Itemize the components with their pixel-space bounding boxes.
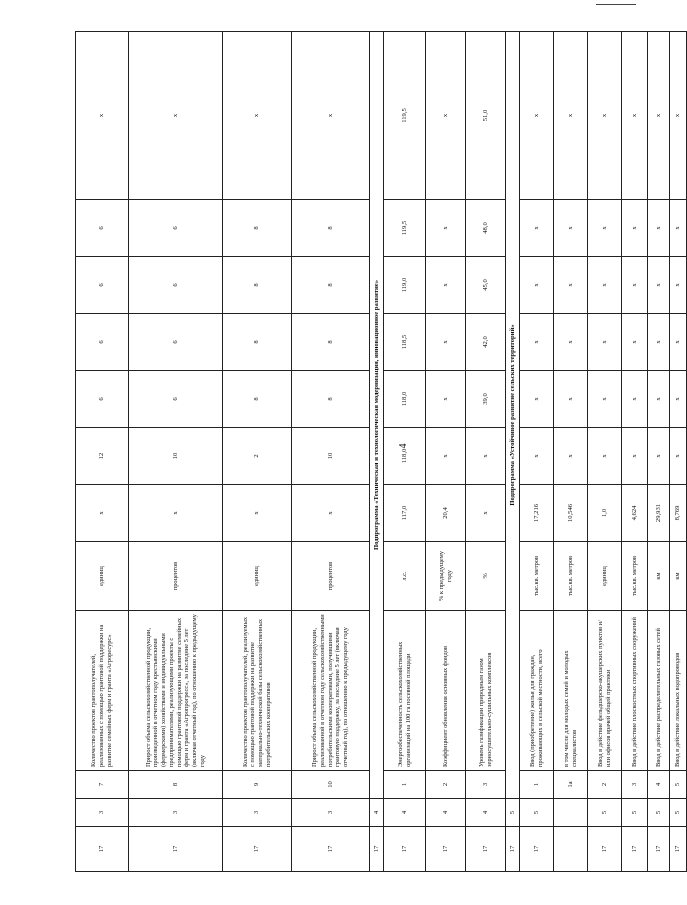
- subprogram-title: Подпрограмма «Техническая и технологическая модернизация, инновационное развитие»: [370, 32, 384, 799]
- unit-cell: тыс.кв. метров: [622, 542, 648, 611]
- code-col2: 5: [648, 799, 670, 827]
- value-cell: х: [223, 485, 292, 542]
- value-cell: х: [520, 257, 554, 314]
- value-cell: 10,546: [554, 485, 588, 542]
- value-cell: х: [520, 32, 554, 200]
- value-cell: 4,624: [622, 485, 648, 542]
- value-cell: х: [426, 200, 466, 257]
- indicator-name: в том числе для молодых семей и молодых специалистов: [554, 611, 588, 771]
- value-cell: х: [622, 428, 648, 485]
- code-col3: 3: [622, 771, 648, 799]
- value-cell: 8: [292, 200, 370, 257]
- value-cell: 42,0: [466, 314, 506, 371]
- code-col2: 5: [520, 799, 554, 827]
- table-row: [554, 32, 588, 872]
- value-cell: х: [588, 314, 622, 371]
- value-cell: х: [670, 428, 687, 485]
- unit-cell: % к предыдущему году: [426, 542, 466, 611]
- value-cell: 118,0: [384, 371, 426, 428]
- value-cell: 119,0: [384, 257, 426, 314]
- code-col1: 17: [506, 827, 520, 872]
- value-cell: 8,769: [670, 485, 687, 542]
- value-cell: 119,5: [384, 200, 426, 257]
- indicator-name: Ввод (приобретение) жилья для граждан, проживающих в сельской местности, всего: [520, 611, 554, 771]
- code-col2: 4: [384, 799, 426, 827]
- code-col1: 17: [384, 827, 426, 872]
- value-cell: х: [76, 485, 129, 542]
- unit-cell: процентов: [129, 542, 223, 611]
- code-col1: 17: [370, 827, 384, 872]
- value-cell: х: [223, 32, 292, 200]
- code-col2: 3: [76, 799, 129, 827]
- indicator-name: Ввод в действие локальных водопроводов: [670, 611, 687, 771]
- indicator-name: Уровень газификации природным газом зерносушительно-сушильных комплексов: [466, 611, 506, 771]
- value-cell: х: [520, 428, 554, 485]
- value-cell: х: [466, 485, 506, 542]
- unit-cell: единиц: [588, 542, 622, 611]
- value-cell: х: [520, 314, 554, 371]
- value-cell: 8: [292, 257, 370, 314]
- top-rule: [596, 4, 636, 5]
- table-row: [466, 32, 506, 872]
- table-row: [670, 32, 687, 872]
- code-col2: 5: [588, 799, 622, 827]
- value-cell: 6: [76, 200, 129, 257]
- table-row: [648, 32, 670, 872]
- value-cell: х: [588, 257, 622, 314]
- value-cell: 51,0: [466, 32, 506, 200]
- value-cell: х: [588, 32, 622, 200]
- value-cell: 8: [292, 314, 370, 371]
- code-col2: 4: [370, 799, 384, 827]
- value-cell: х: [588, 371, 622, 428]
- code-col3: 3: [466, 771, 506, 799]
- code-col2: 5: [622, 799, 648, 827]
- value-cell: х: [554, 32, 588, 200]
- value-cell: 10: [292, 428, 370, 485]
- code-col2: 5: [506, 799, 520, 827]
- value-cell: 1,0: [588, 485, 622, 542]
- value-cell: 8: [223, 200, 292, 257]
- value-cell: 8: [292, 371, 370, 428]
- code-col2: 3: [292, 799, 370, 827]
- unit-cell: км: [648, 542, 670, 611]
- code-col2: [554, 799, 588, 827]
- code-col1: [554, 827, 588, 872]
- value-cell: 8: [223, 257, 292, 314]
- unit-cell: км: [670, 542, 687, 611]
- value-cell: х: [588, 200, 622, 257]
- code-col3: 10: [292, 771, 370, 799]
- table-row: [520, 32, 554, 872]
- value-cell: 17,216: [520, 485, 554, 542]
- value-cell: х: [648, 371, 670, 428]
- value-cell: х: [76, 32, 129, 200]
- value-cell: х: [292, 32, 370, 200]
- value-cell: х: [554, 257, 588, 314]
- unit-cell: тыс.кв. метров: [520, 542, 554, 611]
- value-cell: х: [554, 428, 588, 485]
- code-col2: 3: [223, 799, 292, 827]
- value-cell: х: [648, 200, 670, 257]
- value-cell: х: [554, 314, 588, 371]
- value-cell: х: [554, 371, 588, 428]
- value-cell: 6: [76, 371, 129, 428]
- unit-cell: л.с.: [384, 542, 426, 611]
- value-cell: х: [648, 257, 670, 314]
- value-cell: 2: [223, 428, 292, 485]
- section-row: [370, 32, 384, 872]
- value-cell: х: [520, 200, 554, 257]
- value-cell: 118,5: [384, 314, 426, 371]
- code-col3: 1: [520, 771, 554, 799]
- value-cell: х: [426, 371, 466, 428]
- code-col2: 4: [426, 799, 466, 827]
- code-col1: 17: [520, 827, 554, 872]
- page-number: 4: [398, 443, 409, 449]
- value-cell: 118,0: [384, 428, 426, 485]
- value-cell: 48,0: [466, 200, 506, 257]
- table-row: [292, 32, 370, 872]
- value-cell: х: [648, 314, 670, 371]
- value-cell: 39,0: [466, 371, 506, 428]
- value-cell: 6: [129, 200, 223, 257]
- value-cell: х: [670, 200, 687, 257]
- table-row: [426, 32, 466, 872]
- indicator-name: Прирост объема сельскохозяйственной продукции, реализованной в отчетном году сельскохозяйственными потребительскими кооперативами, получившими грантовую поддержку, за последние 5 лет (включая отчетный год), по отношению к предыдущему году: [292, 611, 370, 771]
- code-col1: 17: [466, 827, 506, 872]
- subprogram-title: Подпрограмма «Устойчивое развитие сельских территорий»: [506, 32, 520, 799]
- value-cell: х: [648, 428, 670, 485]
- code-col2: 3: [129, 799, 223, 827]
- code-col3: 1а: [554, 771, 588, 799]
- value-cell: х: [426, 428, 466, 485]
- indicator-name: Прирост объема сельскохозяйственной продукции, произведенной в отчетном году крестьянскими (фермерскими) хозяйствами и индивидуальными предпринимателями, реализующими проекты с помощью грантовой поддержки на развитие семейных ферм и гранта «Агропрогресс», за последние 5 лет (включая отчетный год), по отношению к предыдущему году: [129, 611, 223, 771]
- value-cell: х: [129, 32, 223, 200]
- value-cell: 45,0: [466, 257, 506, 314]
- value-cell: х: [588, 428, 622, 485]
- value-cell: 6: [129, 257, 223, 314]
- code-col2: 4: [466, 799, 506, 827]
- value-cell: х: [670, 257, 687, 314]
- unit-cell: процентов: [292, 542, 370, 611]
- code-col1: 17: [292, 827, 370, 872]
- indicator-name: Ввод в действие фельдшерско-акушерских пунктов и/или офисов врачей общей практики: [588, 611, 622, 771]
- unit-cell: %: [466, 542, 506, 611]
- value-cell: х: [520, 371, 554, 428]
- value-cell: х: [129, 485, 223, 542]
- indicator-table: [75, 31, 687, 872]
- code-col3: 2: [588, 771, 622, 799]
- value-cell: х: [670, 371, 687, 428]
- value-cell: 10: [129, 428, 223, 485]
- code-col3: 8: [129, 771, 223, 799]
- value-cell: 8: [223, 371, 292, 428]
- unit-cell: единиц: [223, 542, 292, 611]
- code-col1: 17: [129, 827, 223, 872]
- value-cell: 6: [129, 314, 223, 371]
- code-col3: 5: [670, 771, 687, 799]
- code-col3: 1: [384, 771, 426, 799]
- code-col1: 17: [76, 827, 129, 872]
- table-row: [76, 32, 129, 872]
- value-cell: 6: [76, 257, 129, 314]
- code-col1: 17: [426, 827, 466, 872]
- value-cell: х: [426, 314, 466, 371]
- value-cell: х: [622, 257, 648, 314]
- rotated-table-sheet: [75, 32, 682, 872]
- unit-cell: тыс.кв. метров: [554, 542, 588, 611]
- value-cell: х: [622, 314, 648, 371]
- code-col1: 17: [622, 827, 648, 872]
- value-cell: 6: [76, 314, 129, 371]
- code-col3: 7: [76, 771, 129, 799]
- value-cell: х: [622, 200, 648, 257]
- indicator-name: Количество проектов грантополучателей, реализованных с помощью грантовой поддержки на развитие семейных ферм и гранта «Агроресурс»: [76, 611, 129, 771]
- code-col1: 17: [588, 827, 622, 872]
- code-col3: 4: [648, 771, 670, 799]
- code-col2: 5: [670, 799, 687, 827]
- value-cell: 12: [76, 428, 129, 485]
- table-row: [223, 32, 292, 872]
- value-cell: х: [622, 371, 648, 428]
- value-cell: 117,0: [384, 485, 426, 542]
- value-cell: х: [554, 200, 588, 257]
- code-col1: 17: [670, 827, 687, 872]
- indicator-name: Коэффициент обновления основных фондов: [426, 611, 466, 771]
- code-col3: 2: [426, 771, 466, 799]
- value-cell: х: [670, 32, 687, 200]
- table-row: [588, 32, 622, 872]
- value-cell: х: [648, 32, 670, 200]
- table-row: [384, 32, 426, 872]
- value-cell: 8: [223, 314, 292, 371]
- table-row: [622, 32, 648, 872]
- value-cell: 20,4: [426, 485, 466, 542]
- code-col1: 17: [648, 827, 670, 872]
- section-row: [506, 32, 520, 872]
- value-cell: 6: [129, 371, 223, 428]
- value-cell: 119,5: [384, 32, 426, 200]
- indicator-name: Количество проектов грантополучателей, реализуемых с помощью грантовой поддержки на развитие материально-технической базы сельскохозяйственных потребительских кооперативов: [223, 611, 292, 771]
- value-cell: х: [622, 32, 648, 200]
- unit-cell: единиц: [76, 542, 129, 611]
- table-row: [129, 32, 223, 872]
- value-cell: 29,931: [648, 485, 670, 542]
- indicator-name: Ввод в действие распределительных газовых сетей: [648, 611, 670, 771]
- value-cell: х: [670, 314, 687, 371]
- value-cell: х: [292, 485, 370, 542]
- code-col1: 17: [223, 827, 292, 872]
- code-col3: 9: [223, 771, 292, 799]
- indicator-name: Ввод в действие плоскостных спортивных сооружений: [622, 611, 648, 771]
- value-cell: х: [426, 32, 466, 200]
- value-cell: х: [466, 428, 506, 485]
- value-cell: х: [426, 257, 466, 314]
- indicator-name: Энергообеспеченность сельскохозяйственных организаций на 100 га посевной площади: [384, 611, 426, 771]
